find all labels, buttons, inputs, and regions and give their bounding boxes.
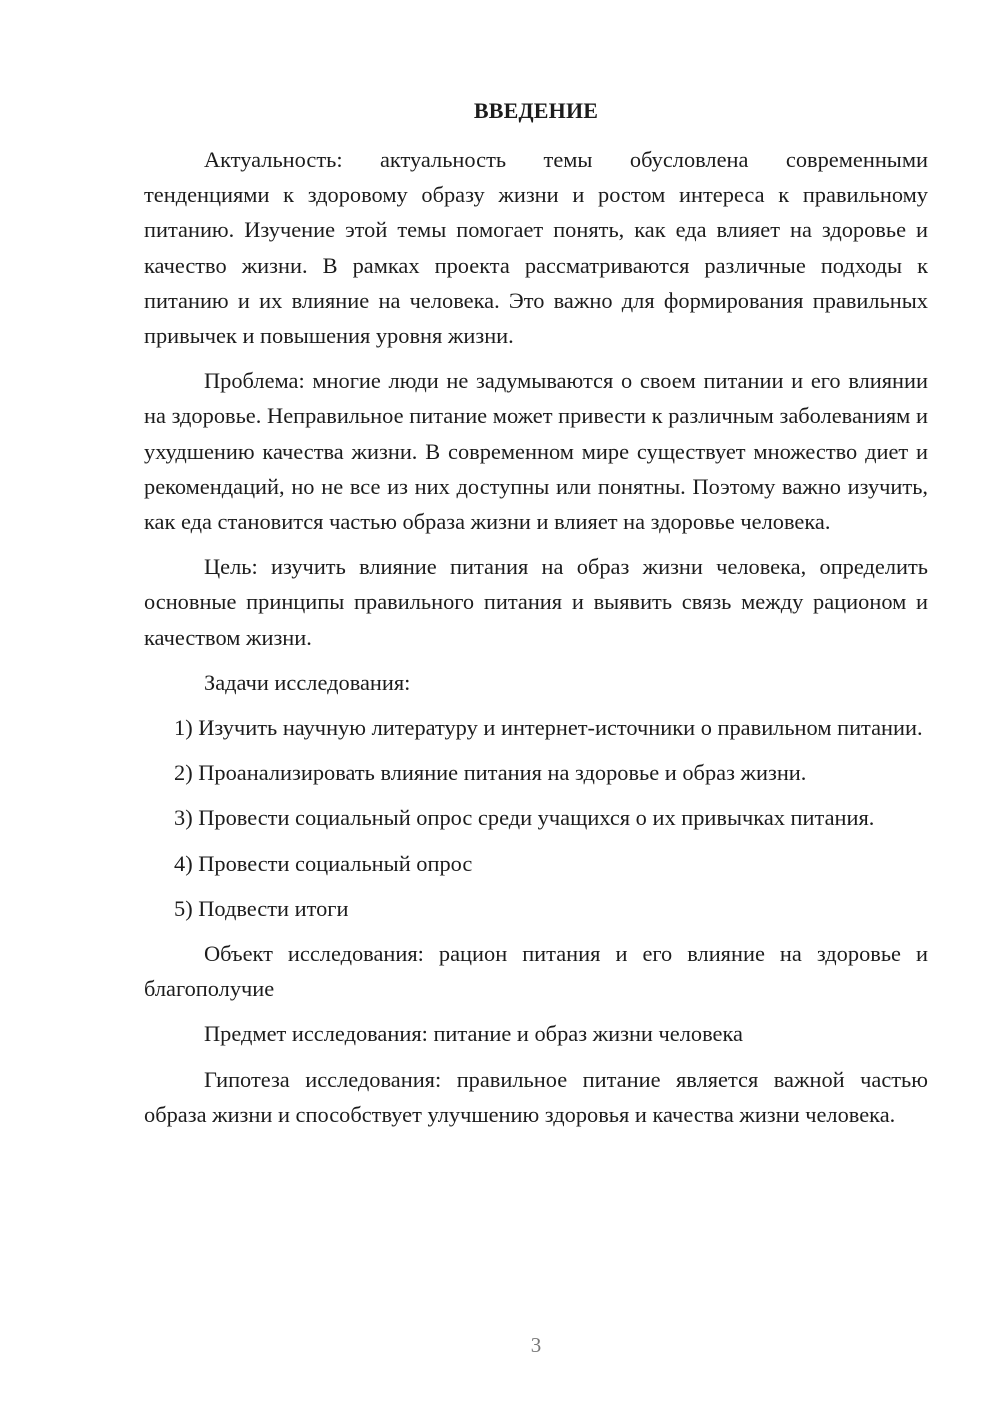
page-number: 3 (530, 1333, 542, 1357)
paragraph-tasks-heading: Задачи исследования: (204, 669, 411, 695)
task-item-4: 4) Провести социальный опрос (174, 850, 473, 876)
task-item-1: 1) Изучить научную литературу и интернет-источники о правильном питании. (174, 715, 923, 741)
document-page (144, 0, 928, 1414)
section-heading: ВВЕДЕНИЕ (473, 98, 599, 123)
task-item-3: 3) Провести социальный опрос среди учащихся о их привычках питания. (174, 805, 875, 831)
paragraph-subject: Предмет исследования: питание и образ жизни человека (204, 1021, 743, 1047)
document-body (144, 142, 928, 1142)
paragraph-hypothesis: Гипотеза исследования: правильное питание является важной частью образа жизни и способствует улучшению здоровья и качества жизни человека. (144, 1066, 928, 1127)
task-item-2: 2) Проанализировать влияние питания на здоровье и образ жизни. (174, 760, 807, 786)
paragraph-relevance: Актуальность: актуальность темы обусловлена современными тенденциями к здоровому образу жизни и ростом интереса к правильному питанию. Изучение этой темы помогает понять, как еда влияет на здоровье и качество жизни. В рамках проекта рассматриваются различные подходы к питанию и их влияние на человека. Это важно для формирования правильных привычек и повышения уровня жизни. (144, 147, 928, 349)
paragraph-object: Объект исследования: рацион питания и его влияние на здоровье и благополучие (144, 941, 928, 1002)
task-item-5: 5) Подвести итоги (174, 895, 349, 921)
paragraph-goal: Цель: изучить влияние питания на образ жизни человека, определить основные принципы правильного питания и выявить связь между рационом и качеством жизни. (144, 554, 928, 650)
paragraph-problem: Проблема: многие люди не задумываются о своем питании и его влиянии на здоровье. Неправильное питание может привести к различным заболеваниям и ухудшению качества жизни. В современном мире существует множество диет и рекомендаций, но не все из них доступны или понятны. Поэтому важно изучить, как еда становится частью образа жизни и влияет на здоровье человека. (144, 368, 928, 535)
